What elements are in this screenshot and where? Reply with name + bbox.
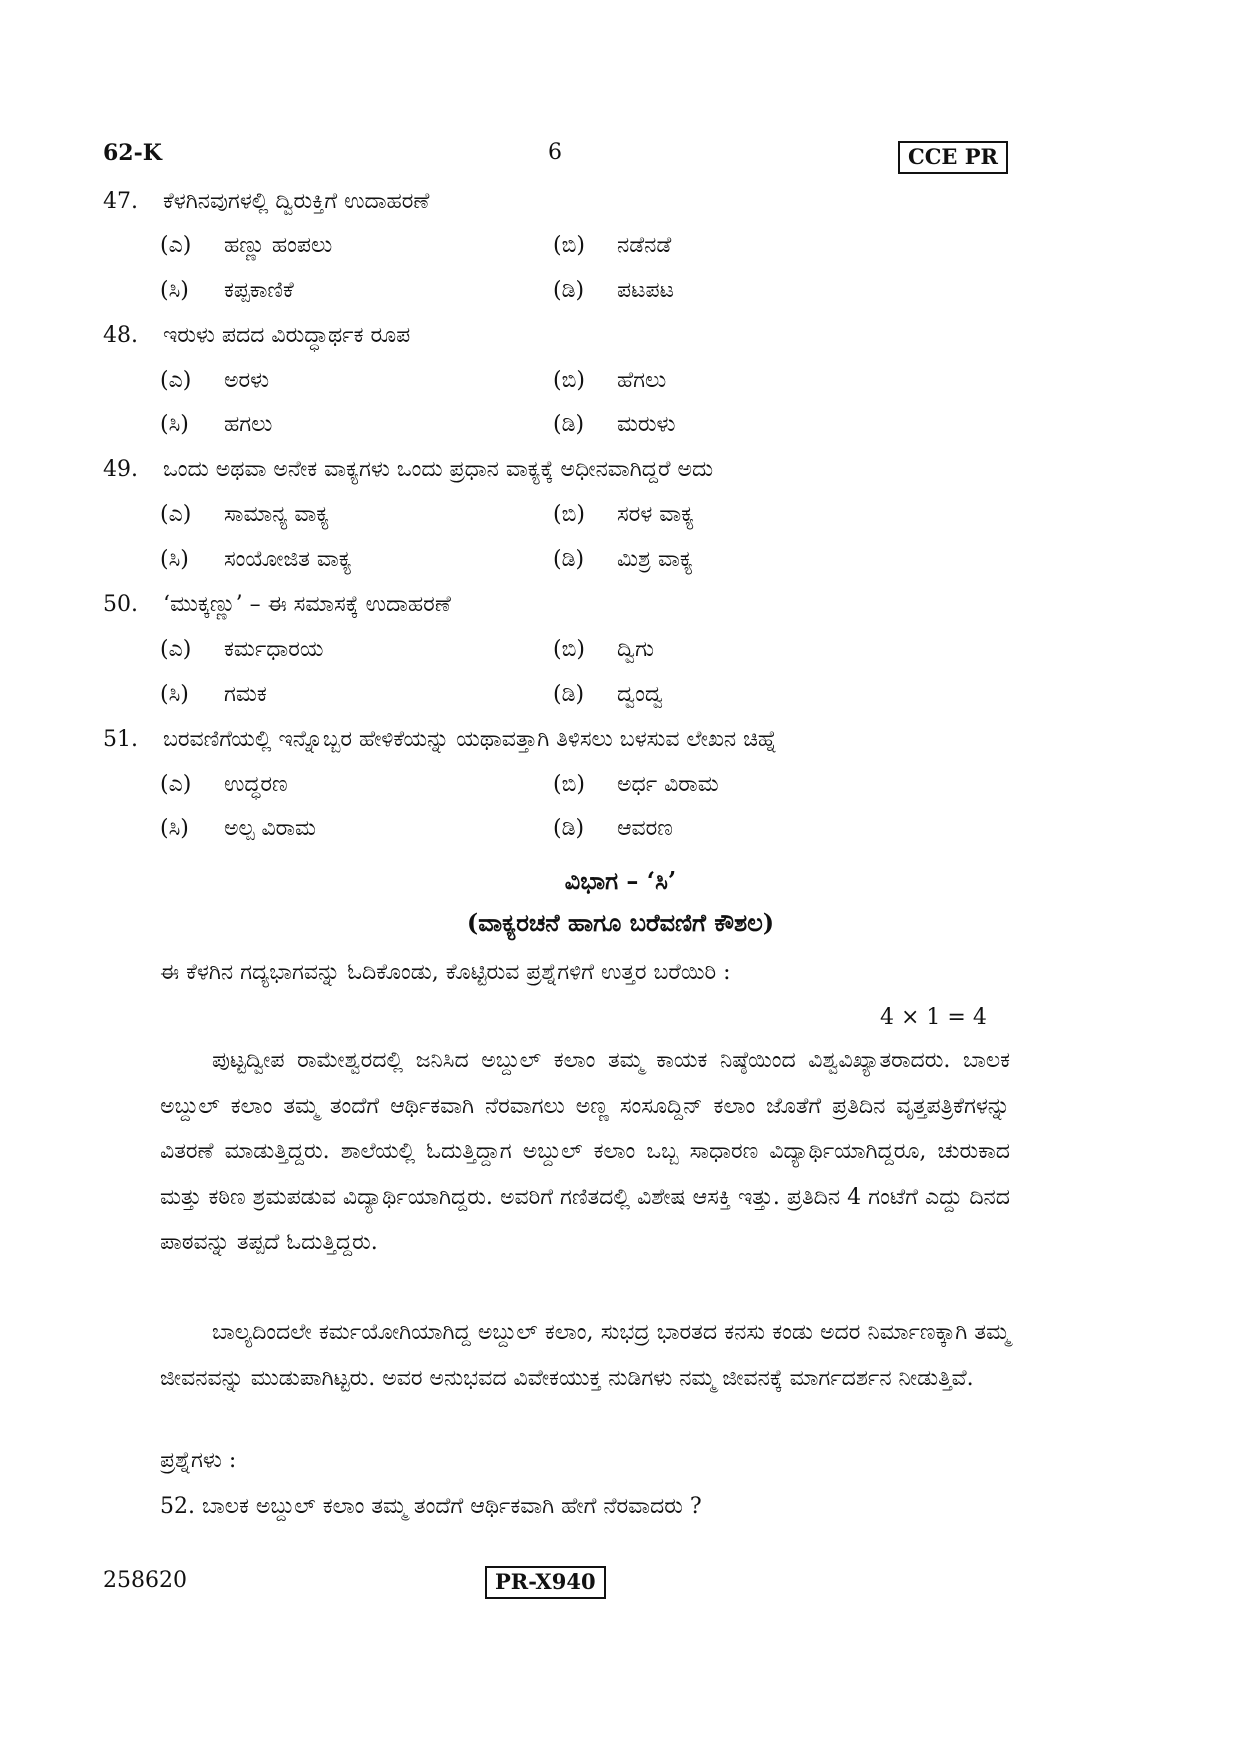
option-text: ಉದ್ಧರಣ <box>224 772 288 797</box>
option-label: (ಡಿ) <box>553 816 585 841</box>
questions-label: ಪ್ರಶ್ನೆಗಳು : <box>160 1448 237 1473</box>
question-text: ಕೆಳಗಿನವುಗಳಲ್ಲಿ ದ್ವಿರುಕ್ತಿಗೆ ಉದಾಹರಣೆ <box>163 189 430 214</box>
option-label: (ಡಿ) <box>553 412 585 437</box>
option-label: (ಬಿ) <box>553 368 585 393</box>
option-text: ಹೆಗಲು <box>617 368 667 393</box>
question-number: 51. <box>103 727 138 752</box>
paper-series-code: PR-X940 <box>485 1566 606 1599</box>
option-b <box>553 367 666 395</box>
option-label: (ಸಿ) <box>160 278 189 303</box>
option-label: (ಬಿ) <box>553 233 585 258</box>
footer-code: 258620 <box>103 1568 187 1593</box>
option-c <box>160 815 316 843</box>
option-label: (ಎ) <box>160 502 192 527</box>
question-text: ಬರವಣಿಗೆಯಲ್ಲಿ ಇನ್ನೊಬ್ಬರ ಹೇಳಿಕೆಯನ್ನು ಯಥಾವತ್ತಾಗಿ ತಿಳಿಸಲು ಬಳಸುವ ಲೇಖನ ಚಿಹ್ನೆ <box>163 727 778 752</box>
option-c <box>160 546 352 574</box>
option-b <box>553 771 719 799</box>
option-c <box>160 277 294 305</box>
option-b <box>553 232 671 260</box>
question-49 <box>103 456 713 484</box>
option-d <box>553 277 674 305</box>
option-text: ಸಂಯೋಜಿತ ವಾಕ್ಯ <box>224 547 352 572</box>
option-a <box>160 232 332 260</box>
option-a <box>160 501 329 529</box>
question-text: ಇರುಳು ಪದದ ವಿರುದ್ಧಾರ್ಥಕ ರೂಪ <box>163 323 411 348</box>
option-a <box>160 771 288 799</box>
page-number: 6 <box>548 140 562 165</box>
question-text: ಒಂದು ಅಥವಾ ಅನೇಕ ವಾಕ್ಯಗಳು ಒಂದು ಪ್ರಧಾನ ವಾಕ್ಯಕ್ಕೆ ಅಧೀನವಾಗಿದ್ದರೆ ಅದು <box>163 457 714 482</box>
option-text: ಹಗಲು <box>224 412 273 437</box>
option-label: (ಎ) <box>160 233 192 258</box>
option-text: ಪಟಪಟ <box>617 278 674 303</box>
question-50 <box>103 591 451 619</box>
option-label: (ಎ) <box>160 772 192 797</box>
section-subtitle: (ವಾಕ್ಯರಚನೆ ಹಾಗೂ ಬರೆವಣಿಗೆ ಕೌಶಲ) <box>466 908 775 937</box>
option-label: (ಡಿ) <box>553 547 585 572</box>
question-52: 52. ಬಾಲಕ ಅಬ್ದುಲ್ ಕಲಾಂ ತಮ್ಮ ತಂದೆಗೆ ಆರ್ಥಿಕವಾಗಿ ಹೇಗೆ ನೆರವಾದರು ? <box>160 1494 702 1519</box>
marks: 4 × 1 = 4 <box>880 1005 987 1030</box>
option-label: (ಸಿ) <box>160 816 189 841</box>
option-text: ಹಣ್ಣು ಹಂಪಲು <box>224 233 333 258</box>
option-b <box>553 501 694 529</box>
option-text: ದ್ವಿಗು <box>617 637 655 662</box>
option-label: (ಬಿ) <box>553 502 585 527</box>
question-48 <box>103 322 410 350</box>
option-text: ಕಪ್ಪಕಾಣಿಕೆ <box>224 278 294 303</box>
option-label: (ಸಿ) <box>160 412 189 437</box>
option-label: (ಬಿ) <box>553 637 585 662</box>
option-label: (ಡಿ) <box>553 278 585 303</box>
section-title: ವಿಭಾಗ – ‘ಸಿ’ <box>564 866 677 895</box>
option-a <box>160 367 269 395</box>
option-text: ಕರ್ಮಧಾರಯ <box>224 637 324 662</box>
option-d <box>553 681 663 709</box>
paper-code: 62-K <box>103 140 162 166</box>
option-d <box>553 546 693 574</box>
option-text: ಸರಳ ವಾಕ್ಯ <box>617 502 695 527</box>
option-label: (ಸಿ) <box>160 547 189 572</box>
option-text: ಗಮಕ <box>224 682 267 707</box>
passage-paragraph-2: ಬಾಲ್ಯದಿಂದಲೇ ಕರ್ಮಯೋಗಿಯಾಗಿದ್ದ ಅಬ್ದುಲ್ ಕಲಾಂ, ಸುಭದ್ರ ಭಾರತದ ಕನಸು ಕಂಡು ಅದರ ನಿರ್ಮಾಣಕ್ಕಾಗಿ ತಮ್ಮ ಜೀವನವನ್ನು ಮುಡುಪಾಗಿಟ್ಟರು. ಅವರ ಅನುಭವದ ವಿವೇಕಯುಕ್ತ ನುಡಿಗಳು ನಮ್ಮ ಜೀವನಕ್ಕೆ ಮಾರ್ಗದರ್ಶನ ನೀಡುತ್ತಿವೆ. <box>160 1320 1010 1391</box>
option-label: (ಎ) <box>160 637 192 662</box>
option-d <box>553 815 673 843</box>
instruction: ಈ ಕೆಳಗಿನ ಗದ್ಯಭಾಗವನ್ನು ಓದಿಕೊಂಡು, ಕೊಟ್ಟಿರುವ ಪ್ರಶ್ನೆಗಳಿಗೆ ಉತ್ತರ ಬರೆಯಿರಿ : <box>160 960 731 985</box>
option-text: ಸಾಮಾನ್ಯ ವಾಕ್ಯ <box>224 502 330 527</box>
question-number: 48. <box>103 323 138 348</box>
question-47 <box>103 188 429 216</box>
option-text: ಅರಳು <box>224 368 270 393</box>
passage-paragraph-1: ಪುಟ್ಟದ್ವೀಪ ರಾಮೇಶ್ವರದಲ್ಲಿ ಜನಿಸಿದ ಅಬ್ದುಲ್ ಕಲಾಂ ತಮ್ಮ ಕಾಯಕ ನಿಷ್ಠೆಯಿಂದ ವಿಶ್ವವಿಖ್ಯಾತರಾದರು. ಬಾಲಕ ಅಬ್ದುಲ್ ಕಲಾಂ ತಮ್ಮ ತಂದೆಗೆ ಆರ್ಥಿಕವಾಗಿ ನೆರವಾಗಲು ಅಣ್ಣ ಸಂಸೂದ್ದಿನ್ ಕಲಾಂ ಜೊತೆಗೆ ಪ್ರತಿದಿನ ವೃತ್ತಪತ್ರಿಕೆಗಳನ್ನು ವಿತರಣೆ ಮಾಡುತ್ತಿದ್ದರು. ಶಾಲೆಯಲ್ಲಿ ಓದುತ್ತಿದ್ದಾಗ ಅಬ್ದುಲ್ ಕಲಾಂ ಒಬ್ಬ ಸಾಧಾರಣ ವಿದ್ಯಾರ್ಥಿಯಾಗಿದ್ದರೂ, ಚುರುಕಾದ ಮತ್ತು ಕಠಿಣ ಶ್ರಮಪಡುವ ವಿದ್ಯಾರ್ಥಿಯಾಗಿದ್ದರು. ಅವರಿಗೆ ಗಣಿತದಲ್ಲಿ ವಿಶೇಷ ಆಸಕ್ತಿ ಇತ್ತು. ಪ್ರತಿದಿನ 4 ಗಂಟೆಗೆ ಎದ್ದು ದಿನದ ಪಾಠವನ್ನು ತಪ್ಪದೆ ಓದುತ್ತಿದ್ದರು. <box>160 1048 1010 1255</box>
question-number: 50. <box>103 592 138 617</box>
question-text: ‘ಮುಕ್ಕಣ್ಣು’ – ಈ ಸಮಾಸಕ್ಕೆ ಉದಾಹರಣೆ <box>163 592 451 617</box>
option-text: ಮರುಳು <box>617 412 676 437</box>
option-text: ದ್ವಂದ್ವ <box>617 682 664 707</box>
option-b <box>553 636 654 664</box>
exam-tag: CCE PR <box>898 141 1008 174</box>
question-number: 49. <box>103 457 138 482</box>
question-51 <box>103 726 777 754</box>
option-label: (ಬಿ) <box>553 772 585 797</box>
option-text: ಅರ್ಧ ವಿರಾಮ <box>617 772 719 797</box>
option-text: ಮಿಶ್ರ ವಾಕ್ಯ <box>617 547 693 572</box>
question-number: 47. <box>103 189 138 214</box>
option-c <box>160 411 272 439</box>
option-text: ಅಲ್ಪ ವಿರಾಮ <box>224 816 316 841</box>
option-c <box>160 681 267 709</box>
option-a <box>160 636 323 664</box>
option-d <box>553 411 676 439</box>
option-label: (ಸಿ) <box>160 682 189 707</box>
option-label: (ಎ) <box>160 368 192 393</box>
option-label: (ಡಿ) <box>553 682 585 707</box>
option-text: ನಡೆನಡೆ <box>617 233 672 258</box>
option-text: ಆವರಣ <box>617 816 673 841</box>
